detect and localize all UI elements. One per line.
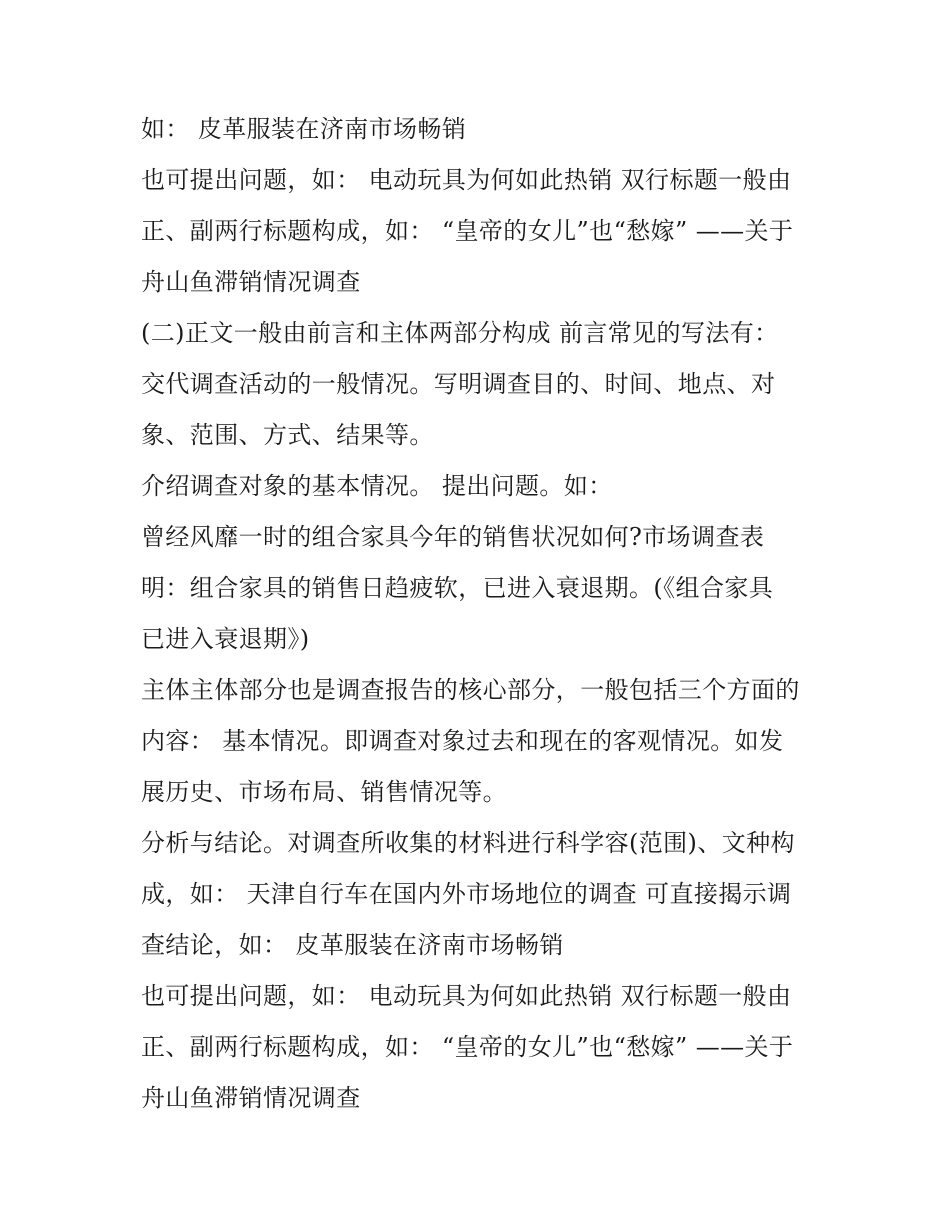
text-line: 介绍调查对象的基本情况。 提出问题。如： bbox=[141, 472, 613, 500]
text-line: 主体主体部分也是调查报告的核心部分，一般包括三个方面的 bbox=[141, 676, 800, 704]
text-line: 也可提出问题，如： 电动玩具为何如此热销 双行标题一般由 bbox=[141, 166, 792, 194]
text-line: 如： 皮革服装在济南市场畅销 bbox=[141, 115, 467, 143]
text-line: 内容： 基本情况。即调查对象过去和现在的客观情况。如发 bbox=[141, 727, 784, 755]
text-line: 舟山鱼滞销情况调查 bbox=[141, 268, 361, 296]
text-line: (二)正文一般由前言和主体两部分构成 前言常见的写法有： bbox=[141, 319, 779, 347]
text-line: 明：组合家具的销售日趋疲软，已进入衰退期。(《组合家具 bbox=[141, 574, 774, 602]
text-line: 也可提出问题，如： 电动玩具为何如此热销 双行标题一般由 bbox=[141, 982, 792, 1010]
text-line: 舟山鱼滞销情况调查 bbox=[141, 1084, 361, 1112]
text-line: 查结论，如： 皮革服装在济南市场畅销 bbox=[141, 931, 564, 959]
text-line: 象、范围、方式、结果等。 bbox=[141, 421, 434, 449]
text-line: 正、副两行标题构成，如： “皇帝的女儿”也“愁嫁” ——关于 bbox=[141, 1033, 794, 1061]
text-line: 正、副两行标题构成，如： “皇帝的女儿”也“愁嫁” ——关于 bbox=[141, 217, 794, 245]
text-line: 曾经风靡一时的组合家具今年的销售状况如何?市场调查表 bbox=[141, 523, 765, 551]
text-line: 成，如： 天津自行车在国内外市场地位的调查 可直接揭示调 bbox=[141, 880, 792, 908]
body-text bbox=[141, 104, 841, 1124]
text-line: 分析与结论。对调查所收集的材料进行科学容(范围)、文种构 bbox=[141, 829, 795, 857]
text-line: 展历史、市场布局、销售情况等。 bbox=[141, 778, 507, 806]
text-line: 交代调查活动的一般情况。写明调查目的、时间、地点、对 bbox=[141, 370, 776, 398]
text-line: 已进入衰退期》) bbox=[141, 625, 310, 653]
